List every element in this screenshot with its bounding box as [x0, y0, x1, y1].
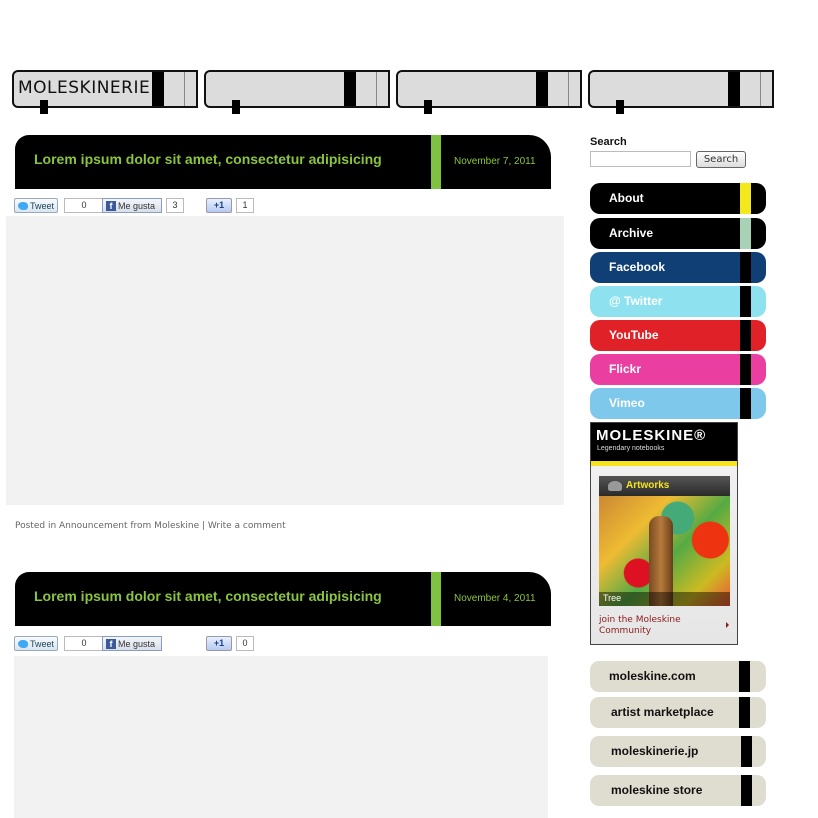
artwork-caption	[599, 592, 730, 606]
elephant-icon	[608, 481, 622, 491]
fb-like-label: Me gusta	[118, 201, 156, 211]
sidebar-tab-flickr[interactable]	[590, 354, 766, 385]
link-label: moleskine store	[611, 783, 703, 797]
tab-strip	[739, 697, 750, 728]
fb-like-label: Me gusta	[118, 639, 156, 649]
twitter-bird-icon	[18, 640, 28, 648]
share-bar	[14, 198, 274, 214]
fb-like-count: 3	[166, 198, 184, 213]
artworks-panel	[599, 476, 730, 606]
tweet-count: 0	[64, 636, 104, 651]
tweet-button[interactable]	[14, 636, 58, 651]
tab-strip	[739, 661, 750, 692]
sidebar-tab-label: Flickr	[609, 362, 642, 376]
post-date: November 4, 2011	[454, 593, 536, 604]
top-tab-3[interactable]	[396, 70, 582, 108]
tab-strip	[741, 775, 752, 806]
tab-line	[760, 72, 761, 106]
post-header-accent	[431, 572, 441, 626]
link-label: moleskine.com	[609, 669, 696, 683]
link-moleskine-com[interactable]	[590, 661, 766, 692]
tweet-label: Tweet	[30, 639, 55, 649]
facebook-icon: f	[106, 639, 116, 649]
moleskine-logo: MOLESKINE®	[596, 427, 707, 444]
link-artist-marketplace[interactable]	[590, 697, 766, 728]
tab-line	[184, 72, 185, 106]
tab-bar	[152, 72, 164, 106]
post-date: November 7, 2011	[454, 156, 536, 167]
join-community-link[interactable]: join the Moleskine Community	[599, 615, 681, 636]
top-tab-label: MOLESKINERIE	[18, 78, 151, 98]
tab-line	[568, 72, 569, 106]
artworks-header	[599, 476, 730, 496]
sidebar-tab-about[interactable]	[590, 183, 766, 214]
tab-bar	[728, 72, 740, 106]
search-input[interactable]	[590, 151, 691, 167]
facebook-like-button[interactable]	[102, 636, 162, 651]
sidebar-tab-label: Facebook	[609, 260, 666, 274]
post-title[interactable]: Lorem ipsum dolor sit amet, consectetur adipisicing	[34, 151, 382, 167]
tab-peg	[616, 100, 624, 114]
top-nav	[12, 70, 782, 112]
share-bar	[14, 636, 274, 652]
post-meta: Posted in Announcement from Moleskine | Write a comment	[15, 521, 286, 531]
top-tab-4[interactable]	[588, 70, 774, 108]
facebook-like-button[interactable]	[102, 198, 162, 213]
tab-strip	[740, 286, 751, 317]
post-body	[14, 656, 548, 818]
top-tab-2[interactable]	[204, 70, 390, 108]
link-label: artist marketplace	[611, 705, 714, 719]
promo-header	[591, 423, 737, 461]
search-button[interactable]: Search	[696, 151, 746, 168]
tab-line	[376, 72, 377, 106]
link-moleskinerie-jp[interactable]	[590, 736, 766, 767]
moleskine-community-banner[interactable]	[590, 422, 738, 645]
sidebar-tab-youtube[interactable]	[590, 320, 766, 351]
tweet-label: Tweet	[30, 201, 55, 211]
google-plus-one-button[interactable]: +1	[206, 636, 232, 651]
twitter-bird-icon	[18, 202, 28, 210]
tab-bar	[344, 72, 356, 106]
sidebar-tab-label: @ Twitter	[609, 294, 663, 308]
tab-strip	[740, 320, 751, 351]
tree-artwork-image[interactable]	[599, 496, 730, 606]
sidebar-tab-archive[interactable]	[590, 218, 766, 249]
tab-strip	[740, 388, 751, 419]
artwork-caption-text: Tree	[603, 593, 622, 603]
post-title[interactable]: Lorem ipsum dolor sit amet, consectetur adipisicing	[34, 588, 382, 604]
link-label: moleskinerie.jp	[611, 744, 699, 758]
tab-bar	[536, 72, 548, 106]
promo-tagline: Legendary notebooks	[597, 445, 665, 452]
tab-strip	[740, 218, 751, 249]
facebook-icon: f	[106, 201, 116, 211]
google-plus-one-button[interactable]: +1	[206, 198, 232, 213]
artworks-label: Artworks	[626, 480, 670, 491]
sidebar-tab-label: Archive	[609, 226, 654, 240]
sidebar-tab-facebook[interactable]	[590, 252, 766, 283]
search-label: Search	[590, 136, 627, 148]
post-header	[15, 135, 551, 189]
link-moleskine-store[interactable]	[590, 775, 766, 806]
tab-peg	[232, 100, 240, 114]
tab-peg	[424, 100, 432, 114]
plus-one-count: 1	[236, 198, 254, 213]
post-body	[6, 216, 564, 505]
tab-strip	[740, 354, 751, 385]
tab-strip	[740, 183, 751, 214]
sidebar-tab-twitter[interactable]	[590, 286, 766, 317]
sidebar-tab-vimeo[interactable]	[590, 388, 766, 419]
tweet-count: 0	[64, 198, 104, 213]
sidebar-tab-label: YouTube	[609, 328, 659, 342]
plus-one-count: 0	[236, 636, 254, 651]
top-tab-moleskinerie[interactable]	[12, 70, 198, 108]
tweet-button[interactable]	[14, 198, 58, 213]
tab-peg	[40, 100, 48, 114]
tab-strip	[741, 736, 752, 767]
arrow-right-icon	[726, 622, 729, 628]
sidebar-tab-label: About	[609, 191, 644, 205]
tab-strip	[740, 252, 751, 283]
post-header-accent	[431, 135, 441, 189]
post-header	[15, 572, 551, 626]
sidebar-tab-label: Vimeo	[609, 396, 645, 410]
